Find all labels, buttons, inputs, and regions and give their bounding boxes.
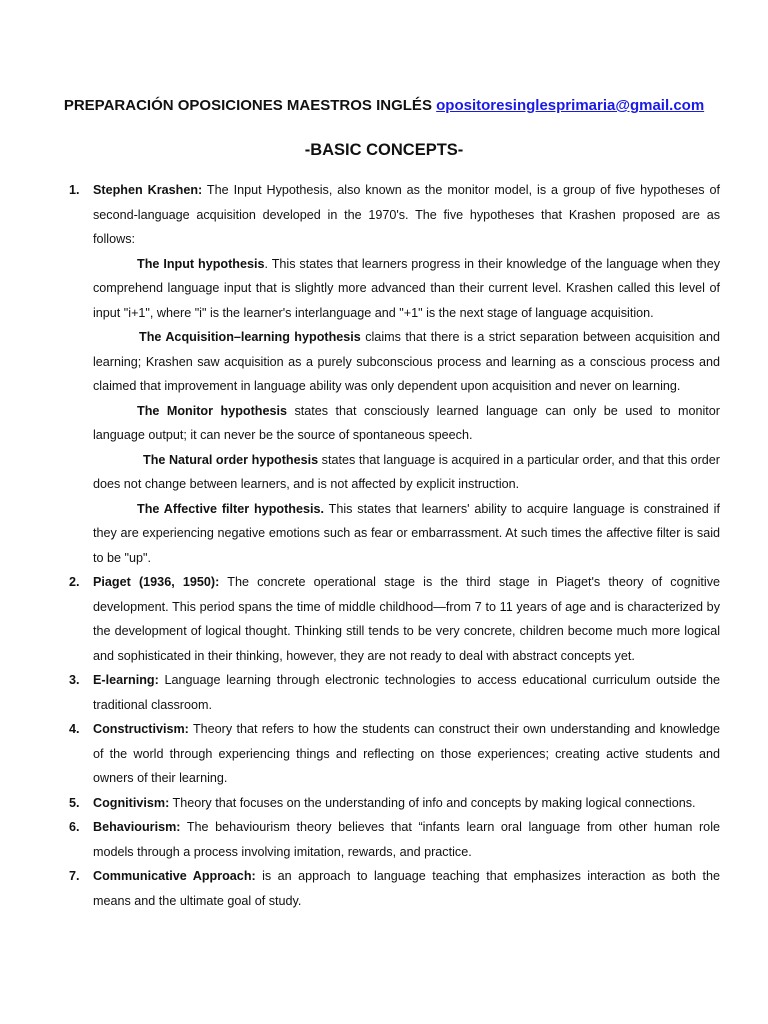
list-item-constructivism	[69, 717, 720, 791]
item-text: The concrete operational stage is the third stage in Piaget's theory of cognitive development. This period spans the time of middle childhood—from 7 to 11 years of age and is characterized by the development of logical thought. Thinking still tends to be very concrete, children become much more logical and sophisticated in their thinking, however, they are not ready to deal with abstract concepts yet.	[93, 575, 721, 663]
item-term: Behaviourism:	[93, 820, 181, 834]
subitem-natural-order-hypothesis	[93, 448, 720, 497]
subitem-input-hypothesis	[93, 252, 720, 326]
subitem-acquisition-learning-hypothesis	[93, 325, 720, 399]
item-term: E-learning:	[93, 673, 159, 687]
list-item-communicative-approach	[69, 864, 720, 913]
subitem-monitor-hypothesis	[93, 399, 720, 448]
subitem-text: This states that learners' ability to acquire language is constrained if they are experiencing negative emotions such as fear or embarrassment. At such times the affective filter is said to be "up".	[93, 501, 720, 565]
item-term: Communicative Approach:	[93, 869, 256, 883]
list-item-cognitivism	[69, 791, 720, 816]
list-number: 3.	[69, 673, 80, 687]
subitem-text: states that consciously learned language can only be used to monitor language output; it can never be the source of spontaneous speech.	[93, 403, 720, 442]
concepts-list	[69, 178, 721, 913]
subitem-term: The Monitor hypothesis	[137, 403, 287, 418]
item-text: Language learning through electronic technologies to access educational curriculum outside the traditional classroom.	[93, 673, 720, 712]
list-item-behaviourism	[69, 815, 720, 864]
list-item-e-learning	[69, 668, 720, 717]
subitem-text: states that language is acquired in a particular order, and that this order does not change between learners, and is not affected by explicit instruction.	[93, 452, 720, 491]
item-text: The behaviourism theory believes that “infants learn oral language from other human role models through a process involving imitation, rewards, and practice.	[93, 820, 720, 859]
list-number: 7.	[69, 869, 80, 883]
item-text: Theory that refers to how the students can construct their own understanding and knowledge of the world through experiencing things and reflecting on those experiences; creating active students and owners of their learning.	[93, 722, 720, 785]
item-text: is an approach to language teaching that emphasizes interaction as both the means and the ultimate goal of study.	[93, 869, 720, 908]
item-text: The Input Hypothesis, also known as the monitor model, is a group of five hypotheses of second-language acquisition developed in the 1970's. The five hypotheses that Krashen proposed are as follows:	[93, 183, 720, 246]
list-number: 2.	[69, 575, 80, 589]
subitem-term: The Input hypothesis	[137, 256, 265, 271]
document-header	[0, 97, 768, 114]
subitem-term: The Natural order hypothesis	[143, 452, 319, 467]
item-term: Constructivism:	[93, 722, 189, 736]
item-term: Piaget (1936, 1950):	[93, 575, 220, 589]
list-number: 1.	[69, 183, 80, 197]
subitem-term: The Affective filter hypothesis.	[137, 501, 324, 516]
subitem-text: claims that there is a strict separation between acquisition and learning; Krashen saw acquisition as a purely subconscious process and learning as a conscious process and claimed that improvement in language ability was only dependent upon acquisition and never on learning.	[93, 330, 720, 393]
list-item-krashen	[69, 178, 720, 570]
list-number: 6.	[69, 820, 80, 834]
subitem-text: . This states that learners progress in their knowledge of the language when they comprehend language input that is slightly more advanced than their current level. Krashen called this level of input "i+1", where "i" is the learner's interlanguage and "+1" is the next stage of language acquisition.	[93, 256, 720, 320]
subitem-term: The Acquisition–learning hypothesis	[139, 330, 361, 344]
list-number: 4.	[69, 722, 80, 736]
header-text: PREPARACIÓN OPOSICIONES MAESTROS INGLÉS	[63, 97, 437, 114]
list-number: 5.	[69, 795, 80, 810]
email-link[interactable]: opositoresinglesprimaria@gmail.com	[436, 97, 705, 114]
item-text: Theory that focuses on the understanding of info and concepts by making logical connections.	[169, 795, 696, 810]
document-title: -BASIC CONCEPTS-	[304, 141, 464, 159]
subitem-affective-filter-hypothesis	[93, 497, 720, 571]
item-term: Cognitivism:	[93, 795, 170, 810]
item-term: Stephen Krashen:	[93, 183, 203, 197]
list-item-piaget	[69, 570, 721, 668]
